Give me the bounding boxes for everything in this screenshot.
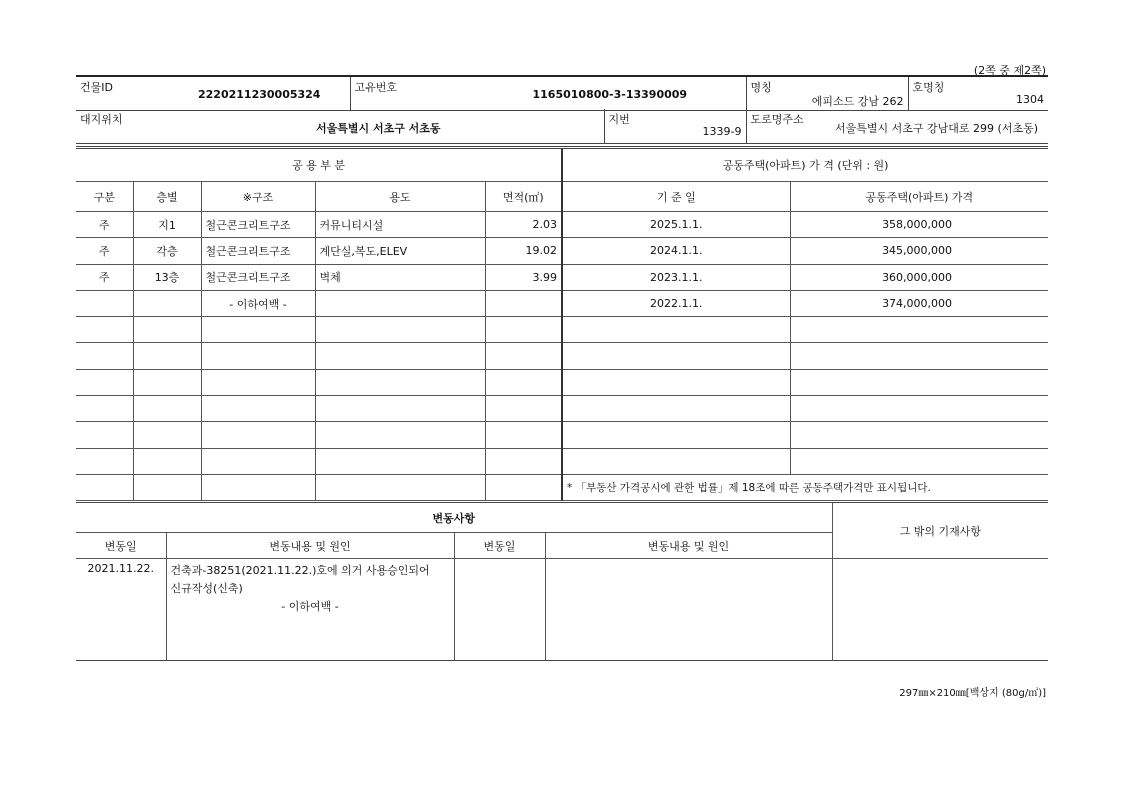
unit-label: 호명칭 xyxy=(912,81,945,94)
row-structure: 철근콘크리트구조 xyxy=(201,264,315,290)
col-base-date: 기 준 일 xyxy=(562,182,790,212)
unit-cell xyxy=(908,76,1048,110)
road-address: 서울특별시 서초구 강남대로 299 (서초동) xyxy=(835,122,1038,135)
empty-row xyxy=(76,369,1048,395)
row-use xyxy=(315,290,485,316)
empty-row xyxy=(76,448,1048,474)
empty-row xyxy=(76,396,1048,422)
site-location: 서울특별시 서초구 서초동 xyxy=(316,122,441,135)
row-floor: 각층 xyxy=(133,238,201,264)
lot-cell xyxy=(604,109,746,143)
price-date: 2024.1.1. xyxy=(562,238,790,264)
empty-row xyxy=(76,317,1048,343)
col-change-date: 변동일 xyxy=(76,533,166,559)
name-cell xyxy=(746,76,908,110)
change-line-1: 건축과-38251(2021.11.22.)호에 의거 사용승인되어 xyxy=(170,564,430,577)
paper-spec: 297㎜×210㎜[백상지 (80g/㎡)] xyxy=(899,688,1046,699)
row-use: 계단실,복도,ELEV xyxy=(315,238,485,264)
common-section-title: 공 용 부 분 xyxy=(76,148,562,182)
col-use: 용도 xyxy=(315,182,485,212)
price-date: 2023.1.1. xyxy=(562,264,790,290)
row-kind: 주 xyxy=(76,264,133,290)
page-indicator: (2쪽 중 제2쪽) xyxy=(973,64,1046,77)
col-change-content-2: 변동내용 및 원인 xyxy=(545,533,832,559)
road-label: 도로명주소 xyxy=(750,113,804,126)
change-line-2: 신규작성(신축) xyxy=(170,582,243,595)
unique-no-cell xyxy=(350,76,746,110)
building-id-cell xyxy=(76,76,350,110)
price-date: 2025.1.1. xyxy=(562,212,790,238)
col-change-content: 변동내용 및 원인 xyxy=(166,533,454,559)
change-blank-marker: - 이하여백 - xyxy=(281,600,339,613)
row-use: 커뮤니티시설 xyxy=(315,212,485,238)
building-id-label: 건물ID xyxy=(80,81,113,94)
change-records xyxy=(76,502,1048,661)
site-label: 대지위치 xyxy=(80,113,123,126)
header-row-2 xyxy=(76,109,1048,144)
change-date-empty xyxy=(454,559,545,661)
row-kind: 주 xyxy=(76,212,133,238)
row-kind xyxy=(76,290,133,316)
lot-number: 1339-9 xyxy=(702,125,742,138)
change-date: 2021.11.22. xyxy=(87,562,154,575)
road-cell xyxy=(746,109,1048,143)
row-area xyxy=(485,290,562,316)
change-content xyxy=(166,559,454,661)
price-section-title: 공동주택(아파트) 가 격 (단위 : 원) xyxy=(562,148,1048,182)
col-area: 면적(㎡) xyxy=(485,182,562,212)
change-content-empty xyxy=(545,559,832,661)
empty-row xyxy=(76,343,1048,369)
table-row xyxy=(76,264,1048,290)
row-floor: 지1 xyxy=(133,212,201,238)
note-row xyxy=(76,474,1048,500)
col-kind: 구분 xyxy=(76,182,133,212)
price-amount: 360,000,000 xyxy=(790,264,1048,290)
price-amount: 358,000,000 xyxy=(790,212,1048,238)
main-grid xyxy=(76,146,1048,501)
col-floor: 층별 xyxy=(133,182,201,212)
building-name: 에피소드 강남 262 xyxy=(811,95,904,108)
unit-name: 1304 xyxy=(1016,93,1044,106)
row-area: 2.03 xyxy=(485,212,562,238)
row-blank-marker: - 이하여백 - xyxy=(201,290,315,316)
row-kind: 주 xyxy=(76,238,133,264)
col-structure: ※구조 xyxy=(201,182,315,212)
changes-title: 변동사항 xyxy=(76,503,832,533)
unique-no: 1165010800-3-13390009 xyxy=(532,88,688,101)
col-change-date-2: 변동일 xyxy=(454,533,545,559)
unique-no-label: 고유번호 xyxy=(354,81,398,94)
row-area: 19.02 xyxy=(485,238,562,264)
price-amount: 374,000,000 xyxy=(790,290,1048,316)
empty-row xyxy=(76,422,1048,448)
table-row xyxy=(76,238,1048,264)
row-floor: 13층 xyxy=(133,264,201,290)
row-floor xyxy=(133,290,201,316)
col-price: 공동주택(아파트) 가격 xyxy=(790,182,1048,212)
other-remarks-title: 그 밖의 기재사항 xyxy=(832,503,1048,559)
lot-label: 지번 xyxy=(608,113,630,126)
site-cell xyxy=(76,109,604,143)
price-note: * 「부동산 가격공시에 관한 법률」제 18조에 따른 공동주택가격만 표시됩니다. xyxy=(562,474,1048,500)
row-structure: 철근콘크리트구조 xyxy=(201,212,315,238)
price-date: 2022.1.1. xyxy=(562,290,790,316)
table-row xyxy=(76,290,1048,316)
other-remarks xyxy=(832,559,1048,661)
building-id: 2220211230005324 xyxy=(198,88,321,101)
price-amount: 345,000,000 xyxy=(790,238,1048,264)
header-row-1 xyxy=(76,75,1048,111)
table-row xyxy=(76,212,1048,238)
row-use: 벽체 xyxy=(315,264,485,290)
row-area: 3.99 xyxy=(485,264,562,290)
name-label: 명칭 xyxy=(750,81,772,94)
row-structure: 철근콘크리트구조 xyxy=(201,238,315,264)
